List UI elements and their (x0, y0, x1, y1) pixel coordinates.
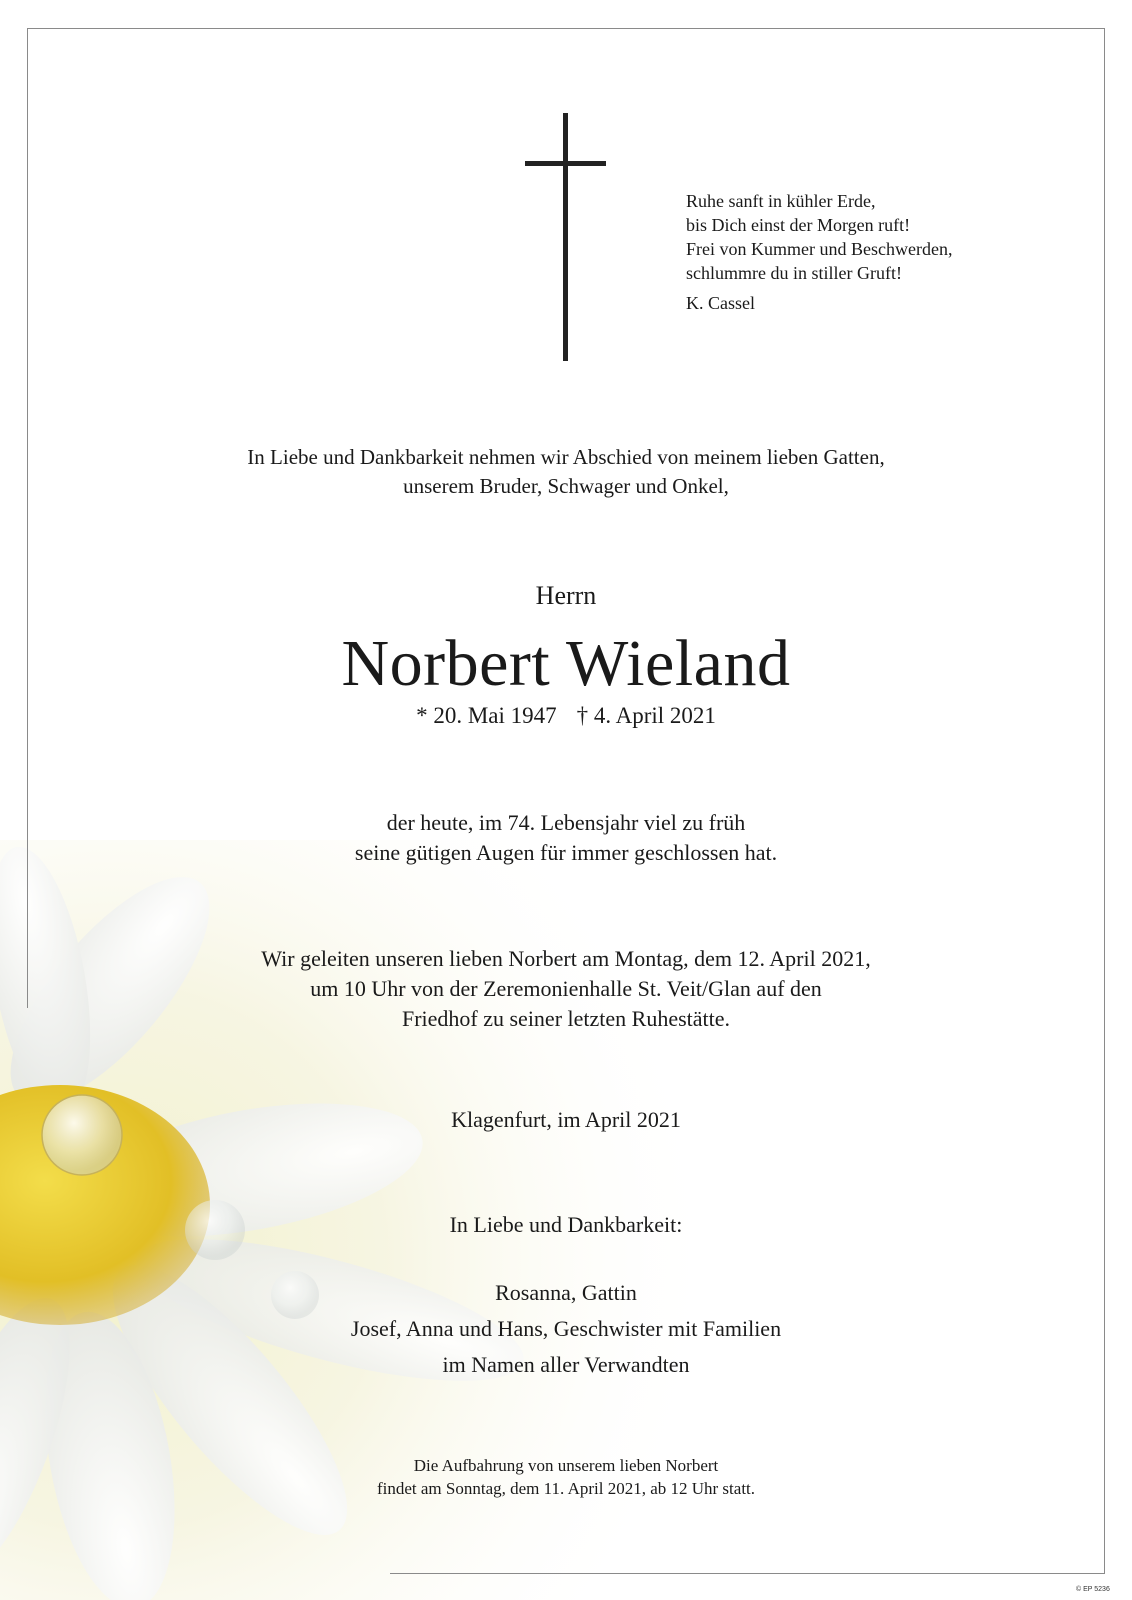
mourner: Rosanna, Gattin (495, 1280, 637, 1305)
viewing-line: Die Aufbahrung von unserem lieben Norbert (413, 1456, 719, 1475)
mourners-list (0, 1275, 1132, 1383)
border-top (27, 28, 1105, 29)
death-date: † 4. April 2021 (576, 703, 716, 728)
funeral-info (0, 944, 1132, 1034)
intro-line: In Liebe und Dankbarkeit nehmen wir Abschied von meinem lieben Gatten, (247, 445, 885, 469)
life-dates (0, 701, 1132, 731)
funeral-line: Wir geleiten unseren lieben Norbert am Montag, dem 12. April 2021, (261, 946, 871, 971)
viewing-info (0, 1454, 1132, 1500)
poem-line: schlummre du in stiller Gruft! (686, 263, 902, 283)
poem-author: K. Cassel (686, 293, 755, 313)
passing-line: der heute, im 74. Lebensjahr viel zu früh (386, 810, 746, 835)
poem-block (686, 189, 952, 315)
deceased-name: Norbert Wieland (341, 627, 791, 700)
border-bottom (390, 1573, 1105, 1574)
intro-line: unserem Bruder, Schwager und Onkel, (403, 474, 729, 498)
viewing-line: findet am Sonntag, dem 11. April 2021, ab 12 Uhr statt. (376, 1479, 756, 1498)
poem-line: bis Dich einst der Morgen ruft! (686, 215, 911, 235)
salutation: Herrn (535, 581, 597, 610)
intro-text (0, 443, 1132, 501)
funeral-line: um 10 Uhr von der Zeremonienhalle St. Veit/Glan auf den (310, 976, 822, 1001)
place-date: Klagenfurt, im April 2021 (451, 1107, 681, 1132)
mourner: Josef, Anna und Hans, Geschwister mit Familien (350, 1316, 782, 1341)
birth-date: * 20. Mai 1947 (416, 703, 557, 728)
mourner: im Namen aller Verwandten (442, 1352, 690, 1377)
passing-text (0, 808, 1132, 868)
passing-line: seine gütigen Augen für immer geschlossen hat. (354, 840, 778, 865)
copyright-mark: © EP 5236 (1076, 1586, 1110, 1593)
poem-line: Frei von Kummer und Beschwerden, (686, 239, 953, 259)
poem-line: Ruhe sanft in kühler Erde, (686, 191, 876, 211)
funeral-line: Friedhof zu seiner letzten Ruhestätte. (401, 1006, 731, 1031)
thanks-heading: In Liebe und Dankbarkeit: (449, 1212, 683, 1237)
